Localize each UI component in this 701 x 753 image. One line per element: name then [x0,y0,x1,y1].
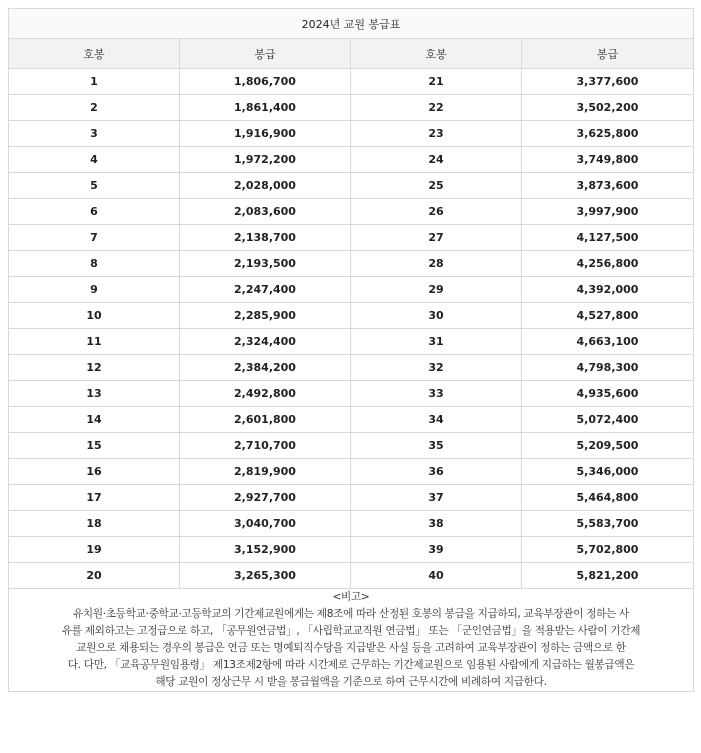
table-row [9,381,694,407]
salary-cell: 2,384,200 [180,355,351,381]
table-row [9,147,694,173]
salary-cell: 1,916,900 [180,121,351,147]
salary-cell: 4,935,600 [522,381,694,407]
step-cell: 9 [9,277,180,303]
step-cell: 13 [9,381,180,407]
salary-cell: 4,663,100 [522,329,694,355]
step-cell: 21 [351,69,522,95]
step-cell: 31 [351,329,522,355]
table-header-row [9,39,694,69]
note-line: 유치원·초등학교·중학교·고등학교의 기간제교원에게는 제8조에 따라 산정된 호봉의 봉급을 지급하되, 교육부장관이 정하는 사 [73,608,629,620]
step-cell: 4 [9,147,180,173]
salary-cell: 5,072,400 [522,407,694,433]
table-row [9,511,694,537]
note-line: 유를 제외하고는 고정급으로 하고, 「공무원연금법」, 「사립학교교직원 연금법」 또는 「군인연금법」을 적용받는 사람이 기간제 [61,625,641,637]
note-cell [9,589,694,692]
salary-cell: 3,377,600 [522,69,694,95]
salary-cell: 2,710,700 [180,433,351,459]
step-cell: 17 [9,485,180,511]
table-row [9,303,694,329]
step-cell: 32 [351,355,522,381]
step-cell: 27 [351,225,522,251]
step-cell: 26 [351,199,522,225]
table-title-row [9,9,694,39]
salary-cell: 3,502,200 [522,95,694,121]
table-row [9,173,694,199]
note-heading: <비고> [332,591,370,603]
salary-cell: 2,193,500 [180,251,351,277]
salary-cell: 2,138,700 [180,225,351,251]
step-cell: 25 [351,173,522,199]
step-cell: 23 [351,121,522,147]
table-row [9,355,694,381]
step-cell: 11 [9,329,180,355]
table-row [9,121,694,147]
table-row [9,537,694,563]
step-cell: 18 [9,511,180,537]
salary-cell: 3,997,900 [522,199,694,225]
salary-cell: 5,346,000 [522,459,694,485]
salary-cell: 2,492,800 [180,381,351,407]
salary-cell: 3,265,300 [180,563,351,589]
salary-cell: 2,324,400 [180,329,351,355]
salary-cell: 2,083,600 [180,199,351,225]
salary-cell: 1,861,400 [180,95,351,121]
salary-cell: 3,873,600 [522,173,694,199]
table-body [9,69,694,589]
step-cell: 10 [9,303,180,329]
step-cell: 14 [9,407,180,433]
note-line: 교원으로 채용되는 경우의 봉급은 연금 또는 명예퇴직수당을 지급받은 사실 등을 고려하여 교육부장관이 정하는 금액으로 한 [76,642,626,654]
table-row [9,329,694,355]
salary-cell: 4,527,800 [522,303,694,329]
step-cell: 30 [351,303,522,329]
step-cell: 2 [9,95,180,121]
salary-cell: 1,972,200 [180,147,351,173]
step-cell: 33 [351,381,522,407]
step-cell: 20 [9,563,180,589]
step-cell: 35 [351,433,522,459]
salary-cell: 3,040,700 [180,511,351,537]
salary-cell: 2,819,900 [180,459,351,485]
salary-cell: 1,806,700 [180,69,351,95]
salary-cell: 5,464,800 [522,485,694,511]
step-cell: 39 [351,537,522,563]
table-row [9,199,694,225]
step-cell: 15 [9,433,180,459]
step-cell: 22 [351,95,522,121]
step-cell: 37 [351,485,522,511]
salary-cell: 5,583,700 [522,511,694,537]
salary-cell: 5,702,800 [522,537,694,563]
salary-cell: 2,927,700 [180,485,351,511]
step-cell: 6 [9,199,180,225]
table-row [9,69,694,95]
table-row [9,563,694,589]
salary-cell: 5,209,500 [522,433,694,459]
step-cell: 3 [9,121,180,147]
step-cell: 40 [351,563,522,589]
salary-cell: 5,821,200 [522,563,694,589]
step-cell: 5 [9,173,180,199]
table-row [9,407,694,433]
table-row [9,485,694,511]
table-row [9,433,694,459]
table-row [9,277,694,303]
step-cell: 8 [9,251,180,277]
step-cell: 16 [9,459,180,485]
step-cell: 19 [9,537,180,563]
salary-cell: 2,601,800 [180,407,351,433]
salary-cell: 3,749,800 [522,147,694,173]
step-cell: 24 [351,147,522,173]
step-cell: 36 [351,459,522,485]
salary-cell: 2,247,400 [180,277,351,303]
note-row [9,589,694,692]
header-step-1: 호봉 [9,39,180,69]
salary-cell: 3,625,800 [522,121,694,147]
step-cell: 12 [9,355,180,381]
note-line: 다. 다만, 「교육공무원임용령」 제13조제2항에 따라 시간제로 근무하는 기간제교원으로 임용된 사람에게 지급하는 월봉급액은 [67,659,635,671]
table-title: 2024년 교원 봉급표 [9,9,694,39]
salary-table [8,8,694,692]
salary-cell: 2,028,000 [180,173,351,199]
salary-cell: 4,392,000 [522,277,694,303]
step-cell: 34 [351,407,522,433]
table-row [9,95,694,121]
step-cell: 38 [351,511,522,537]
salary-cell: 4,798,300 [522,355,694,381]
step-cell: 29 [351,277,522,303]
header-step-2: 호봉 [351,39,522,69]
step-cell: 28 [351,251,522,277]
note-line: 해당 교원이 정상근무 시 받을 봉급월액을 기준으로 하여 근무시간에 비례하여 지급한다. [155,676,547,688]
salary-cell: 2,285,900 [180,303,351,329]
header-salary-2: 봉급 [522,39,694,69]
salary-table-container [8,8,693,692]
salary-cell: 4,256,800 [522,251,694,277]
salary-cell: 3,152,900 [180,537,351,563]
step-cell: 7 [9,225,180,251]
table-row [9,225,694,251]
step-cell: 1 [9,69,180,95]
salary-cell: 4,127,500 [522,225,694,251]
table-row [9,251,694,277]
header-salary-1: 봉급 [180,39,351,69]
table-row [9,459,694,485]
